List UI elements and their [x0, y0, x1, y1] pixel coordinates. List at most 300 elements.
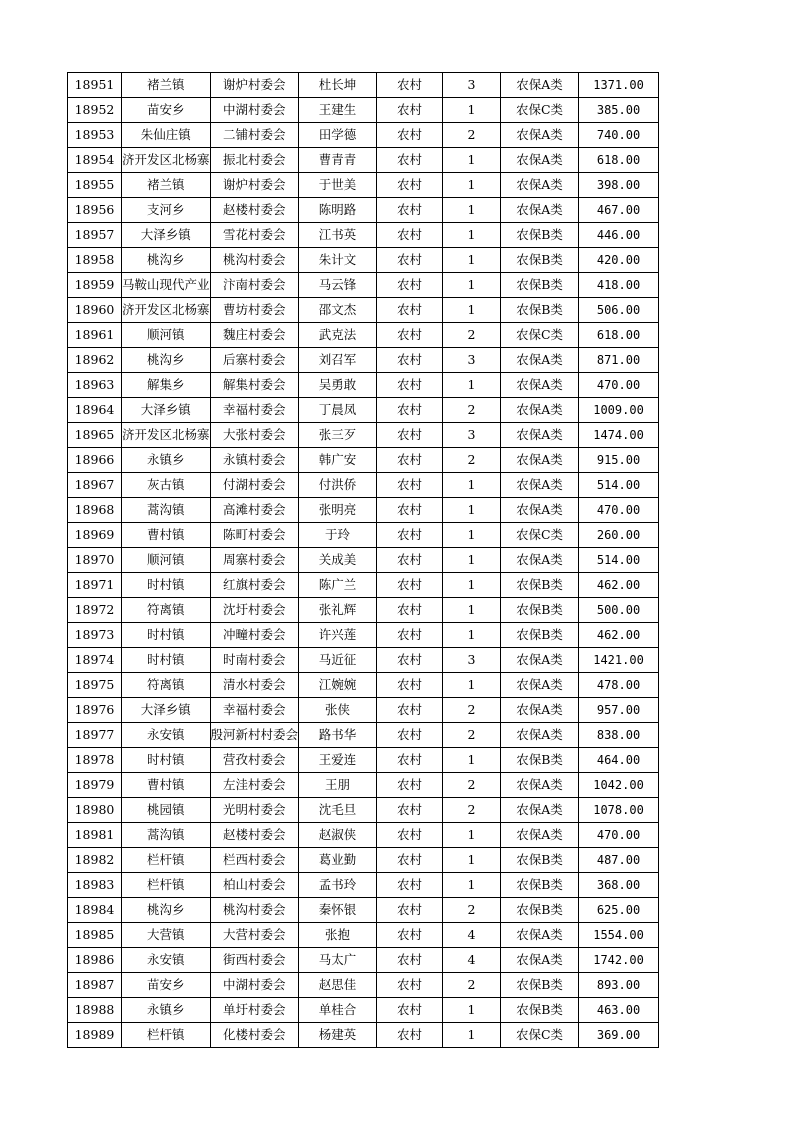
village-committee-cell: 汴南村委会	[210, 273, 299, 298]
area-type-cell: 农村	[377, 498, 443, 523]
area-type-cell: 农村	[377, 723, 443, 748]
town-cell: 栏杆镇	[122, 873, 211, 898]
town-cell: 大营镇	[122, 923, 211, 948]
town-cell: 时村镇	[122, 748, 211, 773]
village-committee-cell: 大张村委会	[210, 423, 299, 448]
table-row	[68, 873, 659, 898]
area-type-cell: 农村	[377, 773, 443, 798]
household-count-cell: 1	[443, 298, 501, 323]
household-count-cell: 1	[443, 548, 501, 573]
area-type-cell: 农村	[377, 648, 443, 673]
town-cell: 永镇乡	[122, 448, 211, 473]
household-count-cell: 2	[443, 798, 501, 823]
village-committee-cell: 清水村委会	[210, 673, 299, 698]
insurance-category-cell: 农保B类	[501, 848, 579, 873]
name-cell: 韩广安	[299, 448, 377, 473]
area-type-cell: 农村	[377, 848, 443, 873]
amount-cell: 1078.00	[579, 798, 659, 823]
village-committee-cell: 周寨村委会	[210, 548, 299, 573]
area-type-cell: 农村	[377, 323, 443, 348]
insurance-category-cell: 农保A类	[501, 473, 579, 498]
amount-cell: 625.00	[579, 898, 659, 923]
area-type-cell: 农村	[377, 98, 443, 123]
record-id-cell: 18953	[68, 123, 122, 148]
village-committee-cell: 中湖村委会	[210, 98, 299, 123]
table-row	[68, 73, 659, 98]
record-id-cell: 18977	[68, 723, 122, 748]
village-committee-cell: 幸福村委会	[210, 398, 299, 423]
insurance-category-cell: 农保A类	[501, 348, 579, 373]
insurance-category-cell: 农保A类	[501, 448, 579, 473]
name-cell: 吴勇敢	[299, 373, 377, 398]
amount-cell: 1042.00	[579, 773, 659, 798]
household-count-cell: 1	[443, 373, 501, 398]
name-cell: 关成美	[299, 548, 377, 573]
table-row	[68, 398, 659, 423]
area-type-cell: 农村	[377, 523, 443, 548]
household-count-cell: 1	[443, 173, 501, 198]
area-type-cell: 农村	[377, 823, 443, 848]
record-id-cell: 18987	[68, 973, 122, 998]
table-row	[68, 698, 659, 723]
town-cell: 桃沟乡	[122, 248, 211, 273]
table-row	[68, 173, 659, 198]
village-committee-cell: 光明村委会	[210, 798, 299, 823]
record-id-cell: 18984	[68, 898, 122, 923]
table-row	[68, 148, 659, 173]
area-type-cell: 农村	[377, 198, 443, 223]
amount-cell: 740.00	[579, 123, 659, 148]
name-cell: 张三歹	[299, 423, 377, 448]
name-cell: 邵文杰	[299, 298, 377, 323]
record-id-cell: 18973	[68, 623, 122, 648]
record-id-cell: 18988	[68, 998, 122, 1023]
village-committee-cell: 街西村委会	[210, 948, 299, 973]
record-id-cell: 18969	[68, 523, 122, 548]
household-count-cell: 2	[443, 723, 501, 748]
table-row	[68, 648, 659, 673]
village-committee-cell: 雪花村委会	[210, 223, 299, 248]
household-count-cell: 1	[443, 998, 501, 1023]
name-cell: 张抱	[299, 923, 377, 948]
insurance-category-cell: 农保A类	[501, 373, 579, 398]
village-committee-cell: 红旗村委会	[210, 573, 299, 598]
town-cell: 曹村镇	[122, 773, 211, 798]
name-cell: 陈明路	[299, 198, 377, 223]
name-cell: 沈毛旦	[299, 798, 377, 823]
table-row	[68, 1023, 659, 1048]
amount-cell: 1554.00	[579, 923, 659, 948]
village-committee-cell: 永镇村委会	[210, 448, 299, 473]
insurance-category-cell: 农保A类	[501, 648, 579, 673]
insurance-category-cell: 农保C类	[501, 98, 579, 123]
household-count-cell: 1	[443, 573, 501, 598]
amount-cell: 1742.00	[579, 948, 659, 973]
insurance-category-cell: 农保A类	[501, 123, 579, 148]
town-cell: 桃园镇	[122, 798, 211, 823]
village-committee-cell: 单圩村委会	[210, 998, 299, 1023]
record-id-cell: 18961	[68, 323, 122, 348]
town-cell: 苗安乡	[122, 973, 211, 998]
table-row	[68, 473, 659, 498]
town-cell: 时村镇	[122, 623, 211, 648]
village-committee-cell: 桃沟村委会	[210, 898, 299, 923]
name-cell: 张礼辉	[299, 598, 377, 623]
town-cell: 苗安乡	[122, 98, 211, 123]
town-cell: 顺河镇	[122, 548, 211, 573]
record-id-cell: 18966	[68, 448, 122, 473]
record-id-cell: 18965	[68, 423, 122, 448]
town-cell: 顺河镇	[122, 323, 211, 348]
household-count-cell: 1	[443, 523, 501, 548]
name-cell: 马云锋	[299, 273, 377, 298]
household-count-cell: 4	[443, 923, 501, 948]
name-cell: 葛业勤	[299, 848, 377, 873]
record-id-cell: 18962	[68, 348, 122, 373]
table-row	[68, 673, 659, 698]
insurance-category-cell: 农保A类	[501, 798, 579, 823]
village-committee-cell: 幸福村委会	[210, 698, 299, 723]
town-cell: 桃沟乡	[122, 348, 211, 373]
area-type-cell: 农村	[377, 148, 443, 173]
insurance-category-cell: 农保A类	[501, 673, 579, 698]
area-type-cell: 农村	[377, 248, 443, 273]
household-count-cell: 2	[443, 773, 501, 798]
insurance-category-cell: 农保A类	[501, 773, 579, 798]
area-type-cell: 农村	[377, 473, 443, 498]
household-count-cell: 1	[443, 148, 501, 173]
amount-cell: 260.00	[579, 523, 659, 548]
name-cell: 江婉婉	[299, 673, 377, 698]
amount-cell: 1474.00	[579, 423, 659, 448]
table-row	[68, 348, 659, 373]
household-count-cell: 3	[443, 423, 501, 448]
village-committee-cell: 后寨村委会	[210, 348, 299, 373]
insurance-category-cell: 农保A类	[501, 423, 579, 448]
table-row	[68, 448, 659, 473]
table-row	[68, 573, 659, 598]
area-type-cell: 农村	[377, 798, 443, 823]
name-cell: 田学德	[299, 123, 377, 148]
amount-cell: 385.00	[579, 98, 659, 123]
record-id-cell: 18983	[68, 873, 122, 898]
insurance-category-cell: 农保A类	[501, 73, 579, 98]
table-row	[68, 98, 659, 123]
insurance-category-cell: 农保B类	[501, 573, 579, 598]
town-cell: 大泽乡镇	[122, 398, 211, 423]
record-id-cell: 18976	[68, 698, 122, 723]
area-type-cell: 农村	[377, 948, 443, 973]
village-committee-cell: 赵楼村委会	[210, 823, 299, 848]
amount-cell: 514.00	[579, 473, 659, 498]
household-count-cell: 1	[443, 98, 501, 123]
town-cell: 支河乡	[122, 198, 211, 223]
area-type-cell: 农村	[377, 698, 443, 723]
area-type-cell: 农村	[377, 173, 443, 198]
area-type-cell: 农村	[377, 748, 443, 773]
amount-cell: 838.00	[579, 723, 659, 748]
table-row	[68, 748, 659, 773]
area-type-cell: 农村	[377, 423, 443, 448]
name-cell: 江书英	[299, 223, 377, 248]
name-cell: 路书华	[299, 723, 377, 748]
household-count-cell: 1	[443, 748, 501, 773]
table-row	[68, 273, 659, 298]
village-committee-cell: 时南村委会	[210, 648, 299, 673]
insurance-category-cell: 农保A类	[501, 723, 579, 748]
record-id-cell: 18955	[68, 173, 122, 198]
name-cell: 于玲	[299, 523, 377, 548]
village-committee-cell: 高滩村委会	[210, 498, 299, 523]
amount-cell: 957.00	[579, 698, 659, 723]
table-body	[68, 73, 659, 1048]
town-cell: 时村镇	[122, 648, 211, 673]
area-type-cell: 农村	[377, 873, 443, 898]
record-id-cell: 18982	[68, 848, 122, 873]
household-count-cell: 2	[443, 448, 501, 473]
amount-cell: 470.00	[579, 823, 659, 848]
village-committee-cell: 殷河新村村委会	[210, 723, 299, 748]
area-type-cell: 农村	[377, 998, 443, 1023]
amount-cell: 618.00	[579, 323, 659, 348]
village-committee-cell: 大营村委会	[210, 923, 299, 948]
village-committee-cell: 陈町村委会	[210, 523, 299, 548]
town-cell: 栏杆镇	[122, 848, 211, 873]
name-cell: 朱计文	[299, 248, 377, 273]
record-id-cell: 18986	[68, 948, 122, 973]
insurance-category-cell: 农保B类	[501, 623, 579, 648]
household-count-cell: 1	[443, 273, 501, 298]
name-cell: 张侠	[299, 698, 377, 723]
table-row	[68, 423, 659, 448]
household-count-cell: 2	[443, 698, 501, 723]
insurance-category-cell: 农保A类	[501, 923, 579, 948]
town-cell: 永镇乡	[122, 998, 211, 1023]
table-row	[68, 623, 659, 648]
village-committee-cell: 谢炉村委会	[210, 173, 299, 198]
household-count-cell: 1	[443, 623, 501, 648]
record-id-cell: 18960	[68, 298, 122, 323]
village-committee-cell: 赵楼村委会	[210, 198, 299, 223]
area-type-cell: 农村	[377, 1023, 443, 1048]
town-cell: 灰古镇	[122, 473, 211, 498]
amount-cell: 500.00	[579, 598, 659, 623]
household-count-cell: 1	[443, 873, 501, 898]
amount-cell: 618.00	[579, 148, 659, 173]
record-id-cell: 18972	[68, 598, 122, 623]
table-row	[68, 898, 659, 923]
area-type-cell: 农村	[377, 448, 443, 473]
table-row	[68, 848, 659, 873]
area-type-cell: 农村	[377, 273, 443, 298]
name-cell: 单桂合	[299, 998, 377, 1023]
table-row	[68, 498, 659, 523]
household-count-cell: 2	[443, 323, 501, 348]
area-type-cell: 农村	[377, 623, 443, 648]
insurance-category-cell: 农保B类	[501, 973, 579, 998]
name-cell: 于世美	[299, 173, 377, 198]
village-committee-cell: 柏山村委会	[210, 873, 299, 898]
amount-cell: 1371.00	[579, 73, 659, 98]
household-count-cell: 1	[443, 598, 501, 623]
area-type-cell: 农村	[377, 673, 443, 698]
area-type-cell: 农村	[377, 573, 443, 598]
record-id-cell: 18970	[68, 548, 122, 573]
record-id-cell: 18974	[68, 648, 122, 673]
record-id-cell: 18956	[68, 198, 122, 223]
village-committee-cell: 解集村委会	[210, 373, 299, 398]
table-row	[68, 248, 659, 273]
amount-cell: 418.00	[579, 273, 659, 298]
table-row	[68, 948, 659, 973]
table-row	[68, 973, 659, 998]
table-row	[68, 323, 659, 348]
insurance-category-cell: 农保A类	[501, 948, 579, 973]
name-cell: 丁晨凤	[299, 398, 377, 423]
insurance-category-cell: 农保A类	[501, 398, 579, 423]
household-count-cell: 3	[443, 73, 501, 98]
town-cell: 大泽乡镇	[122, 223, 211, 248]
village-committee-cell: 付湖村委会	[210, 473, 299, 498]
table-row	[68, 773, 659, 798]
area-type-cell: 农村	[377, 923, 443, 948]
amount-cell: 446.00	[579, 223, 659, 248]
area-type-cell: 农村	[377, 223, 443, 248]
name-cell: 杜长坤	[299, 73, 377, 98]
record-id-cell: 18954	[68, 148, 122, 173]
household-count-cell: 1	[443, 498, 501, 523]
household-count-cell: 4	[443, 948, 501, 973]
name-cell: 刘召军	[299, 348, 377, 373]
village-committee-cell: 桃沟村委会	[210, 248, 299, 273]
town-cell: 时村镇	[122, 573, 211, 598]
village-committee-cell: 冲疃村委会	[210, 623, 299, 648]
town-cell: 济开发区北杨寨	[122, 423, 211, 448]
name-cell: 孟书玲	[299, 873, 377, 898]
household-count-cell: 1	[443, 823, 501, 848]
town-cell: 马鞍山现代产业	[122, 273, 211, 298]
name-cell: 马近征	[299, 648, 377, 673]
town-cell: 褚兰镇	[122, 73, 211, 98]
household-count-cell: 2	[443, 123, 501, 148]
insurance-category-cell: 农保B类	[501, 748, 579, 773]
town-cell: 永安镇	[122, 723, 211, 748]
insurance-category-cell: 农保A类	[501, 173, 579, 198]
amount-cell: 514.00	[579, 548, 659, 573]
record-id-cell: 18958	[68, 248, 122, 273]
table-row	[68, 223, 659, 248]
insurance-category-cell: 农保A类	[501, 148, 579, 173]
village-committee-cell: 化楼村委会	[210, 1023, 299, 1048]
amount-cell: 464.00	[579, 748, 659, 773]
record-id-cell: 18975	[68, 673, 122, 698]
household-count-cell: 1	[443, 248, 501, 273]
area-type-cell: 农村	[377, 598, 443, 623]
amount-cell: 915.00	[579, 448, 659, 473]
name-cell: 赵淑侠	[299, 823, 377, 848]
village-committee-cell: 曹坊村委会	[210, 298, 299, 323]
village-committee-cell: 二铺村委会	[210, 123, 299, 148]
household-count-cell: 3	[443, 648, 501, 673]
town-cell: 符离镇	[122, 673, 211, 698]
town-cell: 济开发区北杨寨	[122, 148, 211, 173]
insurance-category-cell: 农保B类	[501, 248, 579, 273]
household-count-cell: 1	[443, 848, 501, 873]
insurance-category-cell: 农保A类	[501, 198, 579, 223]
village-committee-cell: 振北村委会	[210, 148, 299, 173]
village-committee-cell: 营孜村委会	[210, 748, 299, 773]
area-type-cell: 农村	[377, 898, 443, 923]
name-cell: 陈广兰	[299, 573, 377, 598]
amount-cell: 478.00	[579, 673, 659, 698]
town-cell: 桃沟乡	[122, 898, 211, 923]
area-type-cell: 农村	[377, 973, 443, 998]
name-cell: 付洪侨	[299, 473, 377, 498]
table-row	[68, 523, 659, 548]
name-cell: 杨建英	[299, 1023, 377, 1048]
amount-cell: 462.00	[579, 573, 659, 598]
record-id-cell: 18979	[68, 773, 122, 798]
household-count-cell: 1	[443, 473, 501, 498]
table-row	[68, 198, 659, 223]
area-type-cell: 农村	[377, 73, 443, 98]
town-cell: 曹村镇	[122, 523, 211, 548]
insurance-category-cell: 农保B类	[501, 298, 579, 323]
record-id-cell: 18971	[68, 573, 122, 598]
name-cell: 马太广	[299, 948, 377, 973]
village-committee-cell: 谢炉村委会	[210, 73, 299, 98]
area-type-cell: 农村	[377, 373, 443, 398]
record-id-cell: 18978	[68, 748, 122, 773]
table-row	[68, 998, 659, 1023]
town-cell: 解集乡	[122, 373, 211, 398]
record-id-cell: 18959	[68, 273, 122, 298]
amount-cell: 487.00	[579, 848, 659, 873]
village-committee-cell: 沈圩村委会	[210, 598, 299, 623]
town-cell: 济开发区北杨寨	[122, 298, 211, 323]
name-cell: 许兴莲	[299, 623, 377, 648]
amount-cell: 467.00	[579, 198, 659, 223]
name-cell: 王朋	[299, 773, 377, 798]
record-id-cell: 18981	[68, 823, 122, 848]
table-row	[68, 298, 659, 323]
name-cell: 曹青青	[299, 148, 377, 173]
insurance-category-cell: 农保A类	[501, 823, 579, 848]
record-id-cell: 18952	[68, 98, 122, 123]
insurance-category-cell: 农保B类	[501, 273, 579, 298]
household-count-cell: 2	[443, 973, 501, 998]
table-row	[68, 798, 659, 823]
amount-cell: 462.00	[579, 623, 659, 648]
amount-cell: 506.00	[579, 298, 659, 323]
area-type-cell: 农村	[377, 548, 443, 573]
amount-cell: 463.00	[579, 998, 659, 1023]
insurance-category-cell: 农保A类	[501, 498, 579, 523]
table-row	[68, 923, 659, 948]
record-id-cell: 18989	[68, 1023, 122, 1048]
insurance-category-cell: 农保B类	[501, 898, 579, 923]
household-count-cell: 1	[443, 673, 501, 698]
town-cell: 大泽乡镇	[122, 698, 211, 723]
amount-cell: 369.00	[579, 1023, 659, 1048]
record-id-cell: 18985	[68, 923, 122, 948]
amount-cell: 871.00	[579, 348, 659, 373]
insurance-category-cell: 农保C类	[501, 523, 579, 548]
record-id-cell: 18980	[68, 798, 122, 823]
name-cell: 武克法	[299, 323, 377, 348]
insurance-category-cell: 农保B类	[501, 598, 579, 623]
town-cell: 符离镇	[122, 598, 211, 623]
